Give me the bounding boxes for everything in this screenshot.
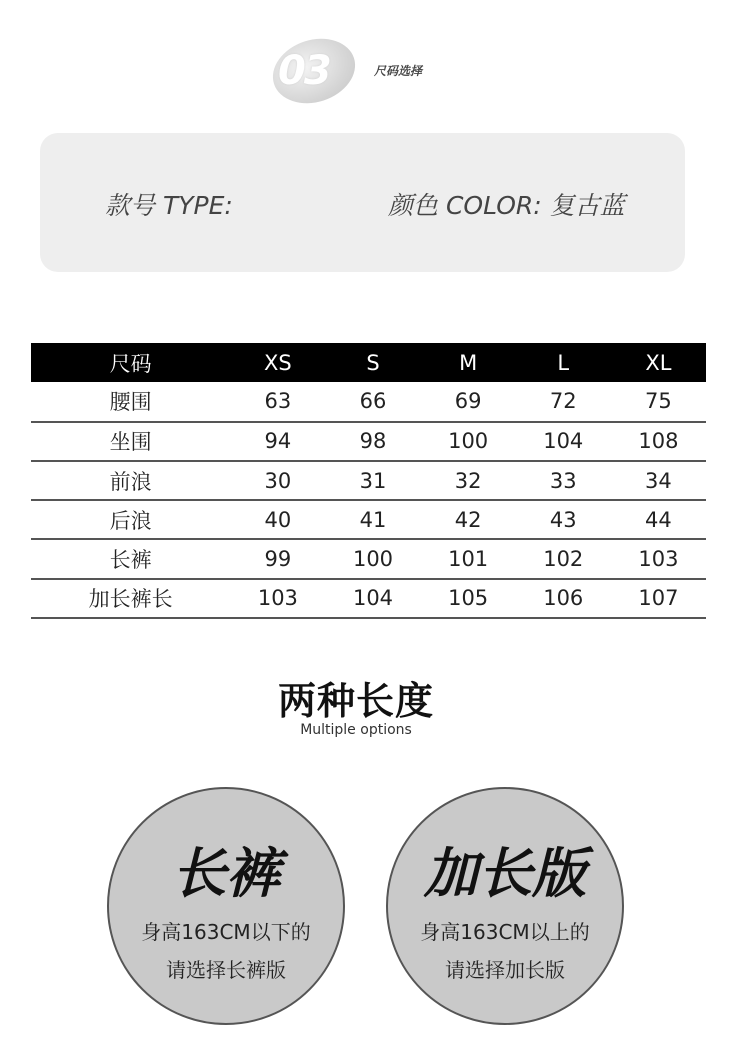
section-number: 03 bbox=[278, 48, 330, 94]
table-cell: 106 bbox=[516, 579, 611, 618]
table-cell: 69 bbox=[421, 382, 516, 421]
table-row bbox=[31, 382, 706, 421]
table-cell: 34 bbox=[611, 461, 706, 500]
row-label: 腰围 bbox=[31, 382, 230, 421]
table-cell: 66 bbox=[325, 382, 420, 421]
table-cell: 72 bbox=[516, 382, 611, 421]
table-cell: 30 bbox=[230, 461, 325, 500]
table-cell: 40 bbox=[230, 500, 325, 539]
header-cell: 尺码 bbox=[31, 343, 230, 382]
option-circle-regular bbox=[107, 787, 345, 1025]
section-subtitle: 尺码选择 bbox=[374, 64, 423, 78]
table-cell: 105 bbox=[421, 579, 516, 618]
option-description-line2: 请选择长裤版 bbox=[166, 958, 286, 982]
row-label: 长裤 bbox=[31, 539, 230, 578]
option-title: 长裤 bbox=[172, 842, 280, 905]
row-label: 后浪 bbox=[31, 500, 230, 539]
table-cell: 102 bbox=[516, 539, 611, 578]
product-color-label: 颜色 COLOR: 复古蓝 bbox=[388, 191, 625, 220]
table-row bbox=[31, 579, 706, 618]
table-cell: 100 bbox=[325, 539, 420, 578]
header-cell: XL bbox=[611, 343, 706, 382]
row-label: 前浪 bbox=[31, 461, 230, 500]
row-label: 坐围 bbox=[31, 422, 230, 461]
table-cell: 103 bbox=[611, 539, 706, 578]
header-cell: S bbox=[325, 343, 420, 382]
table-cell: 99 bbox=[230, 539, 325, 578]
option-circle-long bbox=[386, 787, 624, 1025]
table-cell: 31 bbox=[325, 461, 420, 500]
header-cell: XS bbox=[230, 343, 325, 382]
table-cell: 75 bbox=[611, 382, 706, 421]
table-row bbox=[31, 500, 706, 539]
table-row bbox=[31, 422, 706, 461]
table-cell: 44 bbox=[611, 500, 706, 539]
product-type-label: 款号 TYPE: bbox=[105, 191, 233, 220]
option-description-line1: 身高163CM以上的 bbox=[420, 920, 590, 944]
table-cell: 63 bbox=[230, 382, 325, 421]
table-cell: 32 bbox=[421, 461, 516, 500]
table-cell: 41 bbox=[325, 500, 420, 539]
size-table-header-row bbox=[31, 343, 706, 382]
table-cell: 94 bbox=[230, 422, 325, 461]
table-cell: 104 bbox=[325, 579, 420, 618]
table-cell: 101 bbox=[421, 539, 516, 578]
table-cell: 33 bbox=[516, 461, 611, 500]
header-cell: M bbox=[421, 343, 516, 382]
option-title: 加长版 bbox=[424, 842, 586, 905]
table-cell: 108 bbox=[611, 422, 706, 461]
options-title: 两种长度 bbox=[277, 679, 434, 723]
table-row bbox=[31, 539, 706, 578]
table-cell: 107 bbox=[611, 579, 706, 618]
table-cell: 103 bbox=[230, 579, 325, 618]
header-cell: L bbox=[516, 343, 611, 382]
row-label: 加长裤长 bbox=[31, 579, 230, 618]
table-cell: 100 bbox=[421, 422, 516, 461]
options-subtitle: Multiple options bbox=[300, 722, 412, 738]
table-row bbox=[31, 461, 706, 500]
table-cell: 43 bbox=[516, 500, 611, 539]
table-cell: 42 bbox=[421, 500, 516, 539]
size-chart-table bbox=[31, 343, 706, 619]
option-description-line1: 身高163CM以下的 bbox=[141, 920, 311, 944]
table-cell: 98 bbox=[325, 422, 420, 461]
option-description-line2: 请选择加长版 bbox=[445, 958, 565, 982]
section-badge bbox=[272, 36, 362, 106]
table-cell: 104 bbox=[516, 422, 611, 461]
